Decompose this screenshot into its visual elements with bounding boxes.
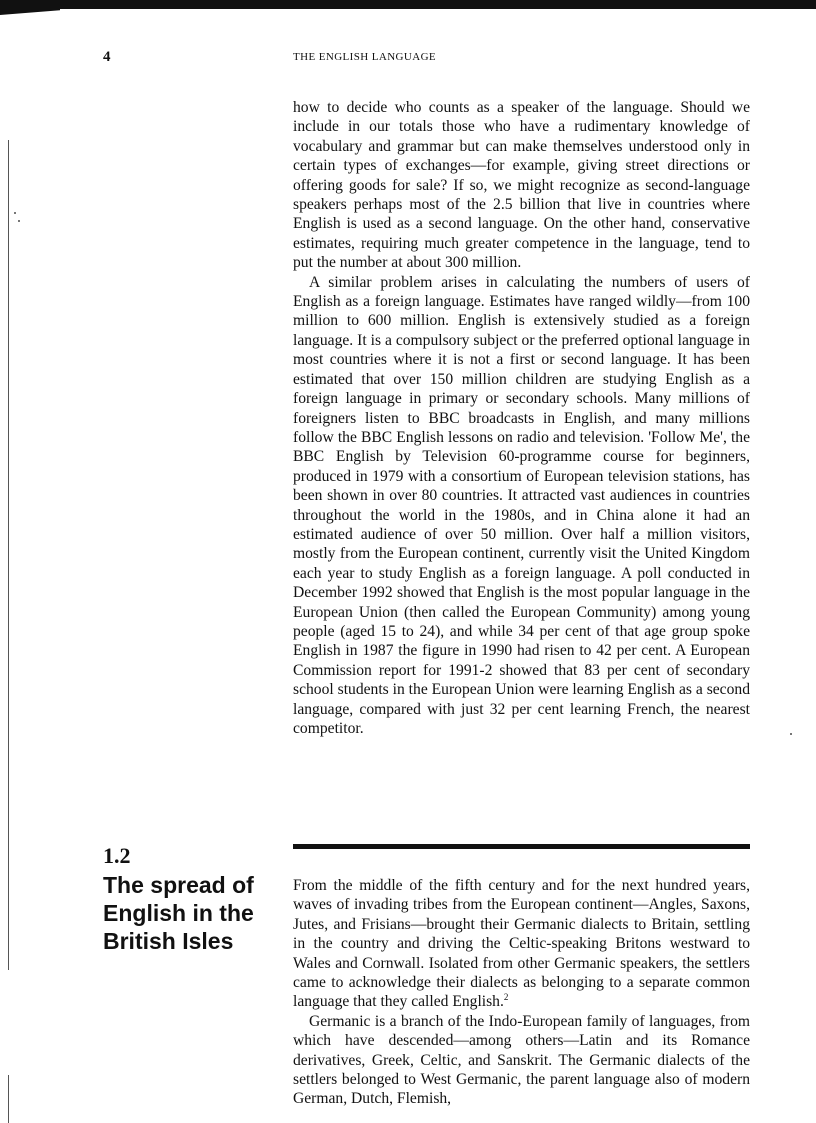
section-text-block <box>293 876 750 1109</box>
paragraph: A similar problem arises in calculating the numbers of users of English as a foreign language. Estimates have ranged wildly—from 100 million to 600 million. English is extensively studied as a foreign language. It is a compulsory subject or the preferred optional language in most countries where it is not a first or second language. It has been estimated that over 150 million children are studying English as a foreign language in primary or secondary schools. Many millions of foreigners listen to BBC broadcasts in English, and many millions follow the BBC English lessons on radio and television. 'Follow Me', the BBC English by Television 60-programme course for beginners, produced in 1979 with a consortium of European television stations, has been shown in over 80 countries. It attracted vast audiences in countries throughout the world in the 1980s, and in China alone it had an estimated audience of over 50 million. Over half a million visitors, mostly from the European continent, currently visit the United Kingdom each year to study English as a foreign language. A poll conducted in December 1992 showed that English is the most popular language in the European Union (then called the European Community) among young people (aged 15 to 24), and while 34 per cent of that age group spoke English in 1987 the figure in 1990 had risen to 42 per cent. A European Commission report for 1991-2 showed that 83 per cent of secondary school students in the European Union were learning English as a second language, compared with just 32 per cent learning French, the nearest competitor. <box>293 273 750 737</box>
scan-speck <box>790 733 792 735</box>
section-paragraph: Germanic is a branch of the Indo-European family of languages, from which have descended—among others—Latin and its Romance derivatives, Greek, Celtic, and Sanskrit. The Germanic dialects of the settlers belonged to West Germanic, the parent language also of modern German, Dutch, Flemish, <box>293 1012 750 1108</box>
running-head: THE ENGLISH LANGUAGE <box>293 51 437 63</box>
upper-text-block <box>293 98 750 738</box>
footnote-reference[interactable]: 2 <box>503 992 509 1003</box>
section-paragraph <box>293 876 750 1012</box>
scan-speck <box>18 220 20 222</box>
section-rule <box>293 844 750 849</box>
scan-left-edge-bottom <box>8 1075 9 1123</box>
scan-left-edge <box>8 140 9 970</box>
page-number: 4 <box>103 49 111 65</box>
scan-top-edge <box>0 0 816 9</box>
section-number: 1.2 <box>103 843 131 868</box>
section-paragraph-text: From the middle of the fifth century and for the next hundred years, waves of invading tribes from the European continent—Angles, Saxons, Jutes, and Frisians—brought their Germanic dialects to Britain, settling in the country and driving the Celtic-speaking Britons westward to Wales and Cornwall. Isolated from other Germanic speakers, the settlers came to acknowledge their dialects as belonging to a separate common language that they called English. <box>293 877 750 1011</box>
paragraph: how to decide who counts as a speaker of the language. Should we include in our totals those who have a rudimentary knowledge of vocabulary and grammar but can make themselves understood only in certain types of exchanges—for example, giving street directions or offering goods for sale? If so, we might recognize as second-language speakers perhaps most of the 2.5 billion that live in countries where English is used as a second language. On the other hand, conservative estimates, requiring much greater competence in the language, tend to put the number at about 300 million. <box>293 99 750 272</box>
section-title: The spread of English in the British Isles <box>103 872 254 954</box>
scan-top-edge-notch <box>0 9 60 15</box>
scan-speck <box>14 212 16 214</box>
